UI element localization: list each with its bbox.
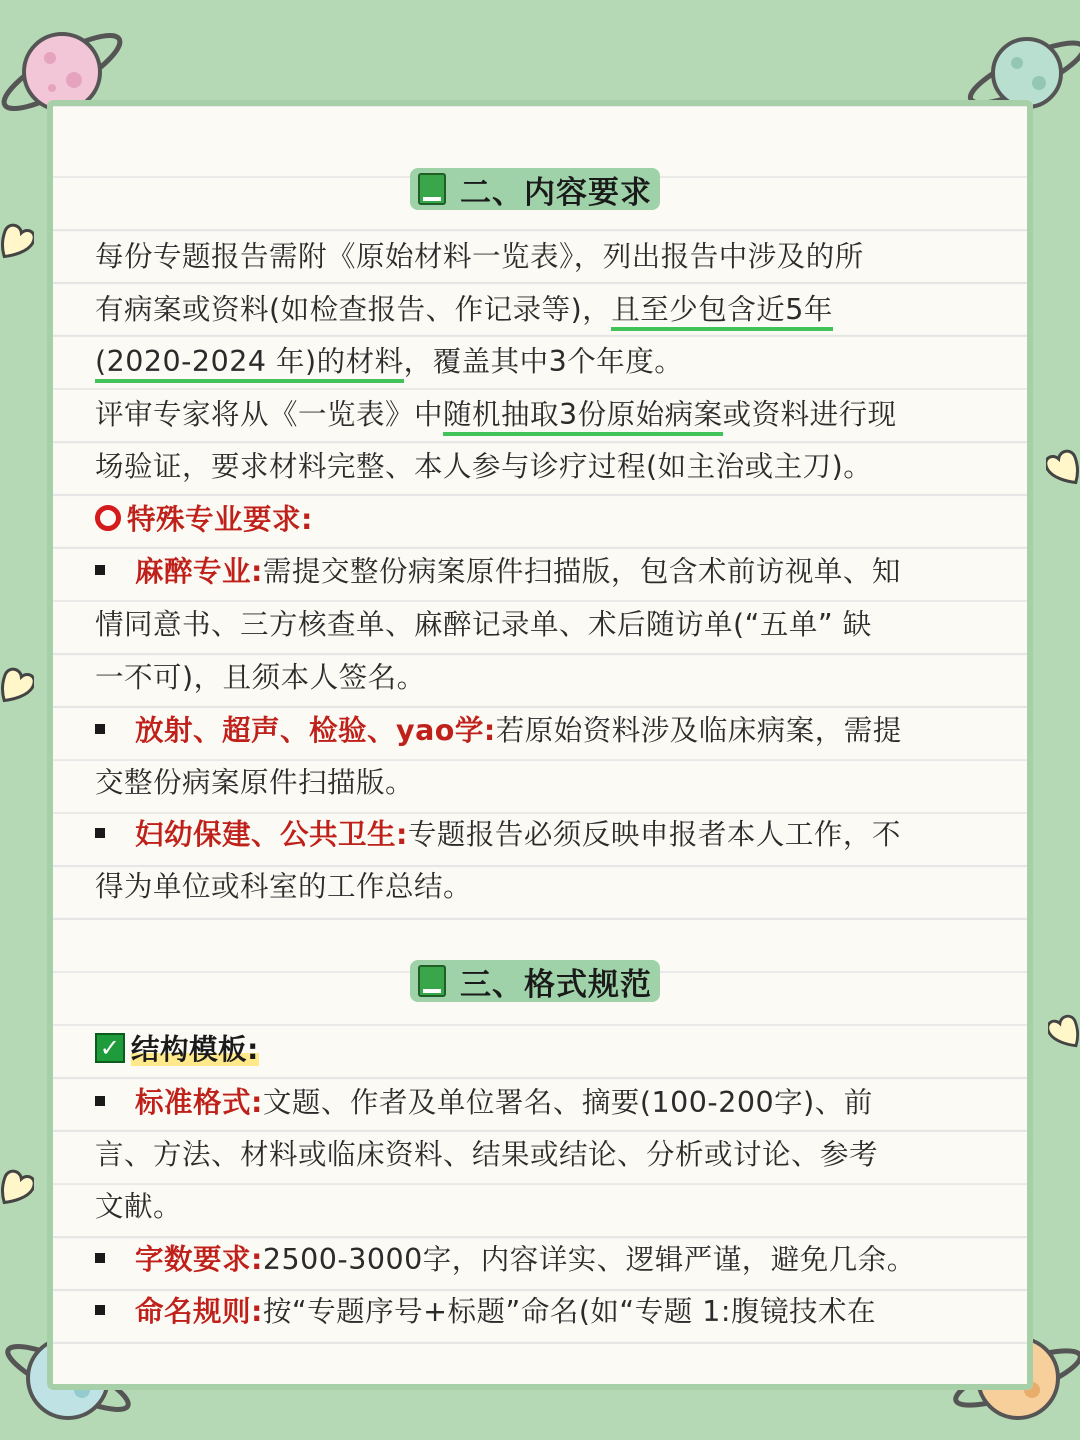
template-title-text: 结构模板:	[131, 1033, 259, 1066]
line-text: 评审专家将从《一览表》中	[95, 398, 444, 431]
item-text: 按“专题序号+标题”命名(如“专题 1:腹镜技术在	[262, 1295, 876, 1328]
item-text: 文献。	[95, 1190, 183, 1223]
line-text: 或资料进行现	[722, 398, 897, 431]
item-label: 标准格式:	[135, 1086, 263, 1119]
item-text: 需提交整份病案原件扫描版，包含术前访视单、知	[262, 555, 901, 588]
list-item	[95, 549, 901, 590]
ring-icon	[95, 505, 121, 531]
line-text: 场验证，要求材料完整、本人参与诊疗过程(如主治或主刀)。	[95, 450, 873, 483]
item-label: 放射、超声、检验、yao学:	[135, 714, 496, 747]
list-item	[95, 708, 902, 749]
special-title-text: 特殊专业要求:	[127, 503, 313, 536]
list-item	[95, 812, 901, 853]
item-label: 妇幼保建、公共卫生:	[135, 818, 408, 851]
item-text: 情同意书、三方核查单、麻醉记录单、术后随访单(“五单” 缺	[95, 608, 872, 641]
item-text: 专题报告必须反映申报者本人工作，不	[407, 818, 901, 851]
heart-icon-right-1	[1046, 448, 1080, 488]
item-label: 麻醉专业:	[135, 555, 263, 588]
template-title	[95, 1027, 259, 1068]
item-text: 言、方法、材料或临床资料、结果或结论、分析或讨论、参考	[95, 1138, 879, 1171]
list-item-continued	[95, 760, 414, 801]
item-text: 一不可)，且须本人签名。	[95, 661, 426, 694]
special-requirements-title	[95, 497, 313, 538]
item-text: 得为单位或科室的工作总结。	[95, 870, 473, 903]
bullet-icon	[95, 565, 105, 575]
heart-icon-left-2	[0, 666, 34, 706]
line-text: 有病案或资料(如检查报告、作记录等)，	[95, 293, 612, 326]
item-label: 字数要求:	[135, 1243, 263, 1276]
underlined-text: 且至少包含近5年	[611, 293, 833, 331]
bullet-icon	[95, 828, 105, 838]
heart-icon-right-2	[1048, 1012, 1080, 1052]
list-item-continued	[95, 1132, 878, 1173]
underlined-text: 随机抽取3份原始病案	[443, 398, 723, 436]
paragraph-line	[95, 234, 864, 275]
section-heading-label: 二、内容要求	[460, 174, 652, 211]
paragraph-line	[95, 392, 897, 433]
check-icon: ✓	[95, 1033, 125, 1063]
list-item-continued	[95, 602, 872, 643]
list-item	[95, 1080, 873, 1121]
underlined-text: (2020-2024 年)的材料	[95, 345, 404, 383]
book-icon	[418, 965, 446, 997]
item-text: 文题、作者及单位署名、摘要(100-200字)、前	[262, 1086, 873, 1119]
heart-icon-left-3	[0, 1168, 34, 1208]
paragraph-line	[95, 444, 872, 485]
line-text: ，覆盖其中3个年度。	[403, 345, 684, 378]
item-label: 命名规则:	[135, 1295, 263, 1328]
section-heading-label: 三、格式规范	[460, 966, 652, 1003]
item-text: 交整份病案原件扫描版。	[95, 766, 415, 799]
bullet-icon	[95, 1096, 105, 1106]
list-item-continued	[95, 864, 472, 905]
paragraph-line	[95, 287, 833, 328]
bullet-icon	[95, 1305, 105, 1315]
list-item-continued	[95, 655, 426, 696]
bullet-icon	[95, 724, 105, 734]
section-heading-format	[410, 960, 660, 1002]
line-text: 每份专题报告需附《原始材料一览表》，列出报告中涉及的所	[95, 240, 864, 273]
list-item-continued	[95, 1184, 182, 1225]
section-heading-content	[410, 168, 660, 210]
item-text: 若原始资料涉及临床病案，需提	[495, 714, 902, 747]
heart-icon-left-1	[0, 222, 34, 262]
book-icon	[418, 173, 446, 205]
paragraph-line	[95, 339, 683, 380]
bullet-icon	[95, 1253, 105, 1263]
list-item	[95, 1237, 916, 1278]
list-item	[95, 1289, 876, 1330]
item-text: 2500-3000字，内容详实、逻辑严谨，避免几余。	[262, 1243, 916, 1276]
